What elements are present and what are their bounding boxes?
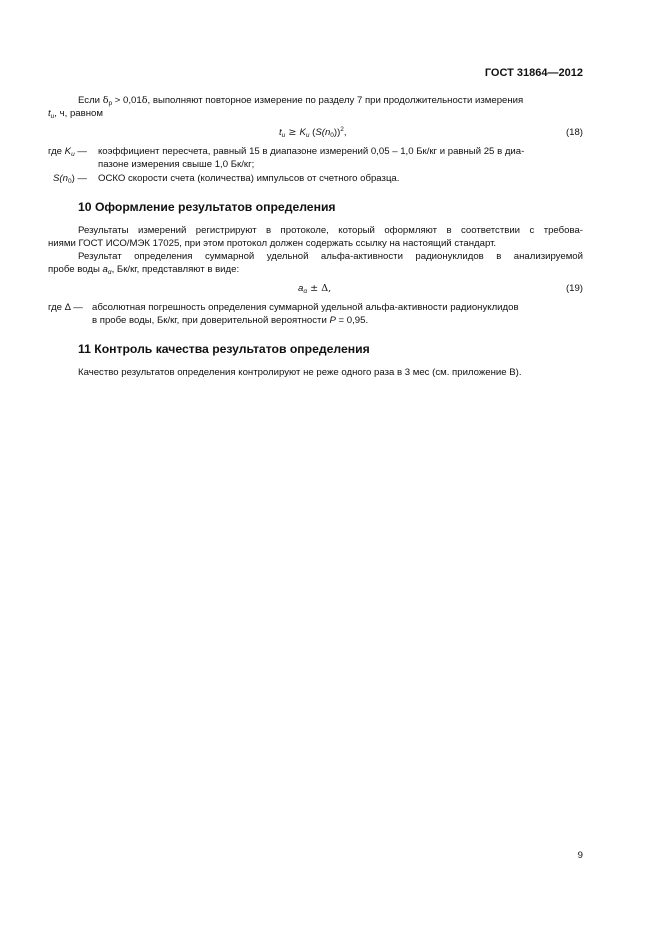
repeat-condition-line1: Если $\delta_p > 0,01\delta$, выполняют повторное измерение по разделу 7 при продолжительности измерения	[78, 95, 524, 107]
formula-18: $t_и \ge K_и$ $(S(n_0))^2$,	[279, 126, 347, 139]
section-10-p2-line2: пробе воды $a_\alpha$, Бк/кг, представляют в виде:	[48, 264, 240, 276]
where-19-term: где Δ —	[48, 302, 83, 313]
section-11-p1: Качество результатов определения контролируют не реже одного раза в 3 мес (см. приложение В).	[78, 367, 522, 378]
where-18-s-term: $S(n_0)$ —	[53, 173, 88, 185]
section-10-p1-line2: ниями ГОСТ ИСО/МЭК 17025, при этом протокол должен содержать ссылку на настоящий стандарт.	[48, 238, 497, 249]
where-18-s-def: ОСКО скорости счета (количества) импульсов от счетного образца.	[98, 173, 400, 184]
where-18-def-line1: коэффициент пересчета, равный 15 в диапазоне измерений 0,05 – 1,0 Бк/кг и равный 25 в диа-	[98, 146, 525, 157]
where-19-def-line2: в пробе воды, Бк/кг, при доверительной вероятности P = 0,95.	[92, 315, 369, 326]
document-header: ГОСТ 31864—2012	[484, 67, 583, 79]
section-10-p2-line1: Результат определения суммарной удельной альфа-активности радионуклидов в анализируемой	[78, 251, 583, 262]
formula-19-number: (19)	[565, 283, 583, 294]
formula-19: $a_\alpha \pm \Delta$,	[298, 283, 332, 295]
where-18-def-line2: пазоне измерения свыше 1,0 Бк/кг;	[98, 159, 255, 170]
section-11-title: 11 Контроль качества результатов определения	[78, 342, 370, 356]
formula-18-number: (18)	[565, 127, 583, 138]
where-18-term: где $K_и$ —	[48, 146, 87, 158]
section-10-title: 10 Оформление результатов определения	[78, 200, 336, 214]
section-10-p1-line1: Результаты измерений регистрируют в протоколе, который оформляют в соответствии с требова-	[78, 225, 583, 236]
page-number: 9	[577, 850, 583, 861]
repeat-condition-line2: $t_и$, ч, равном	[48, 108, 103, 120]
where-19-def-line1: абсолютная погрешность определения суммарной удельной альфа-активности радионуклидов	[92, 302, 519, 313]
